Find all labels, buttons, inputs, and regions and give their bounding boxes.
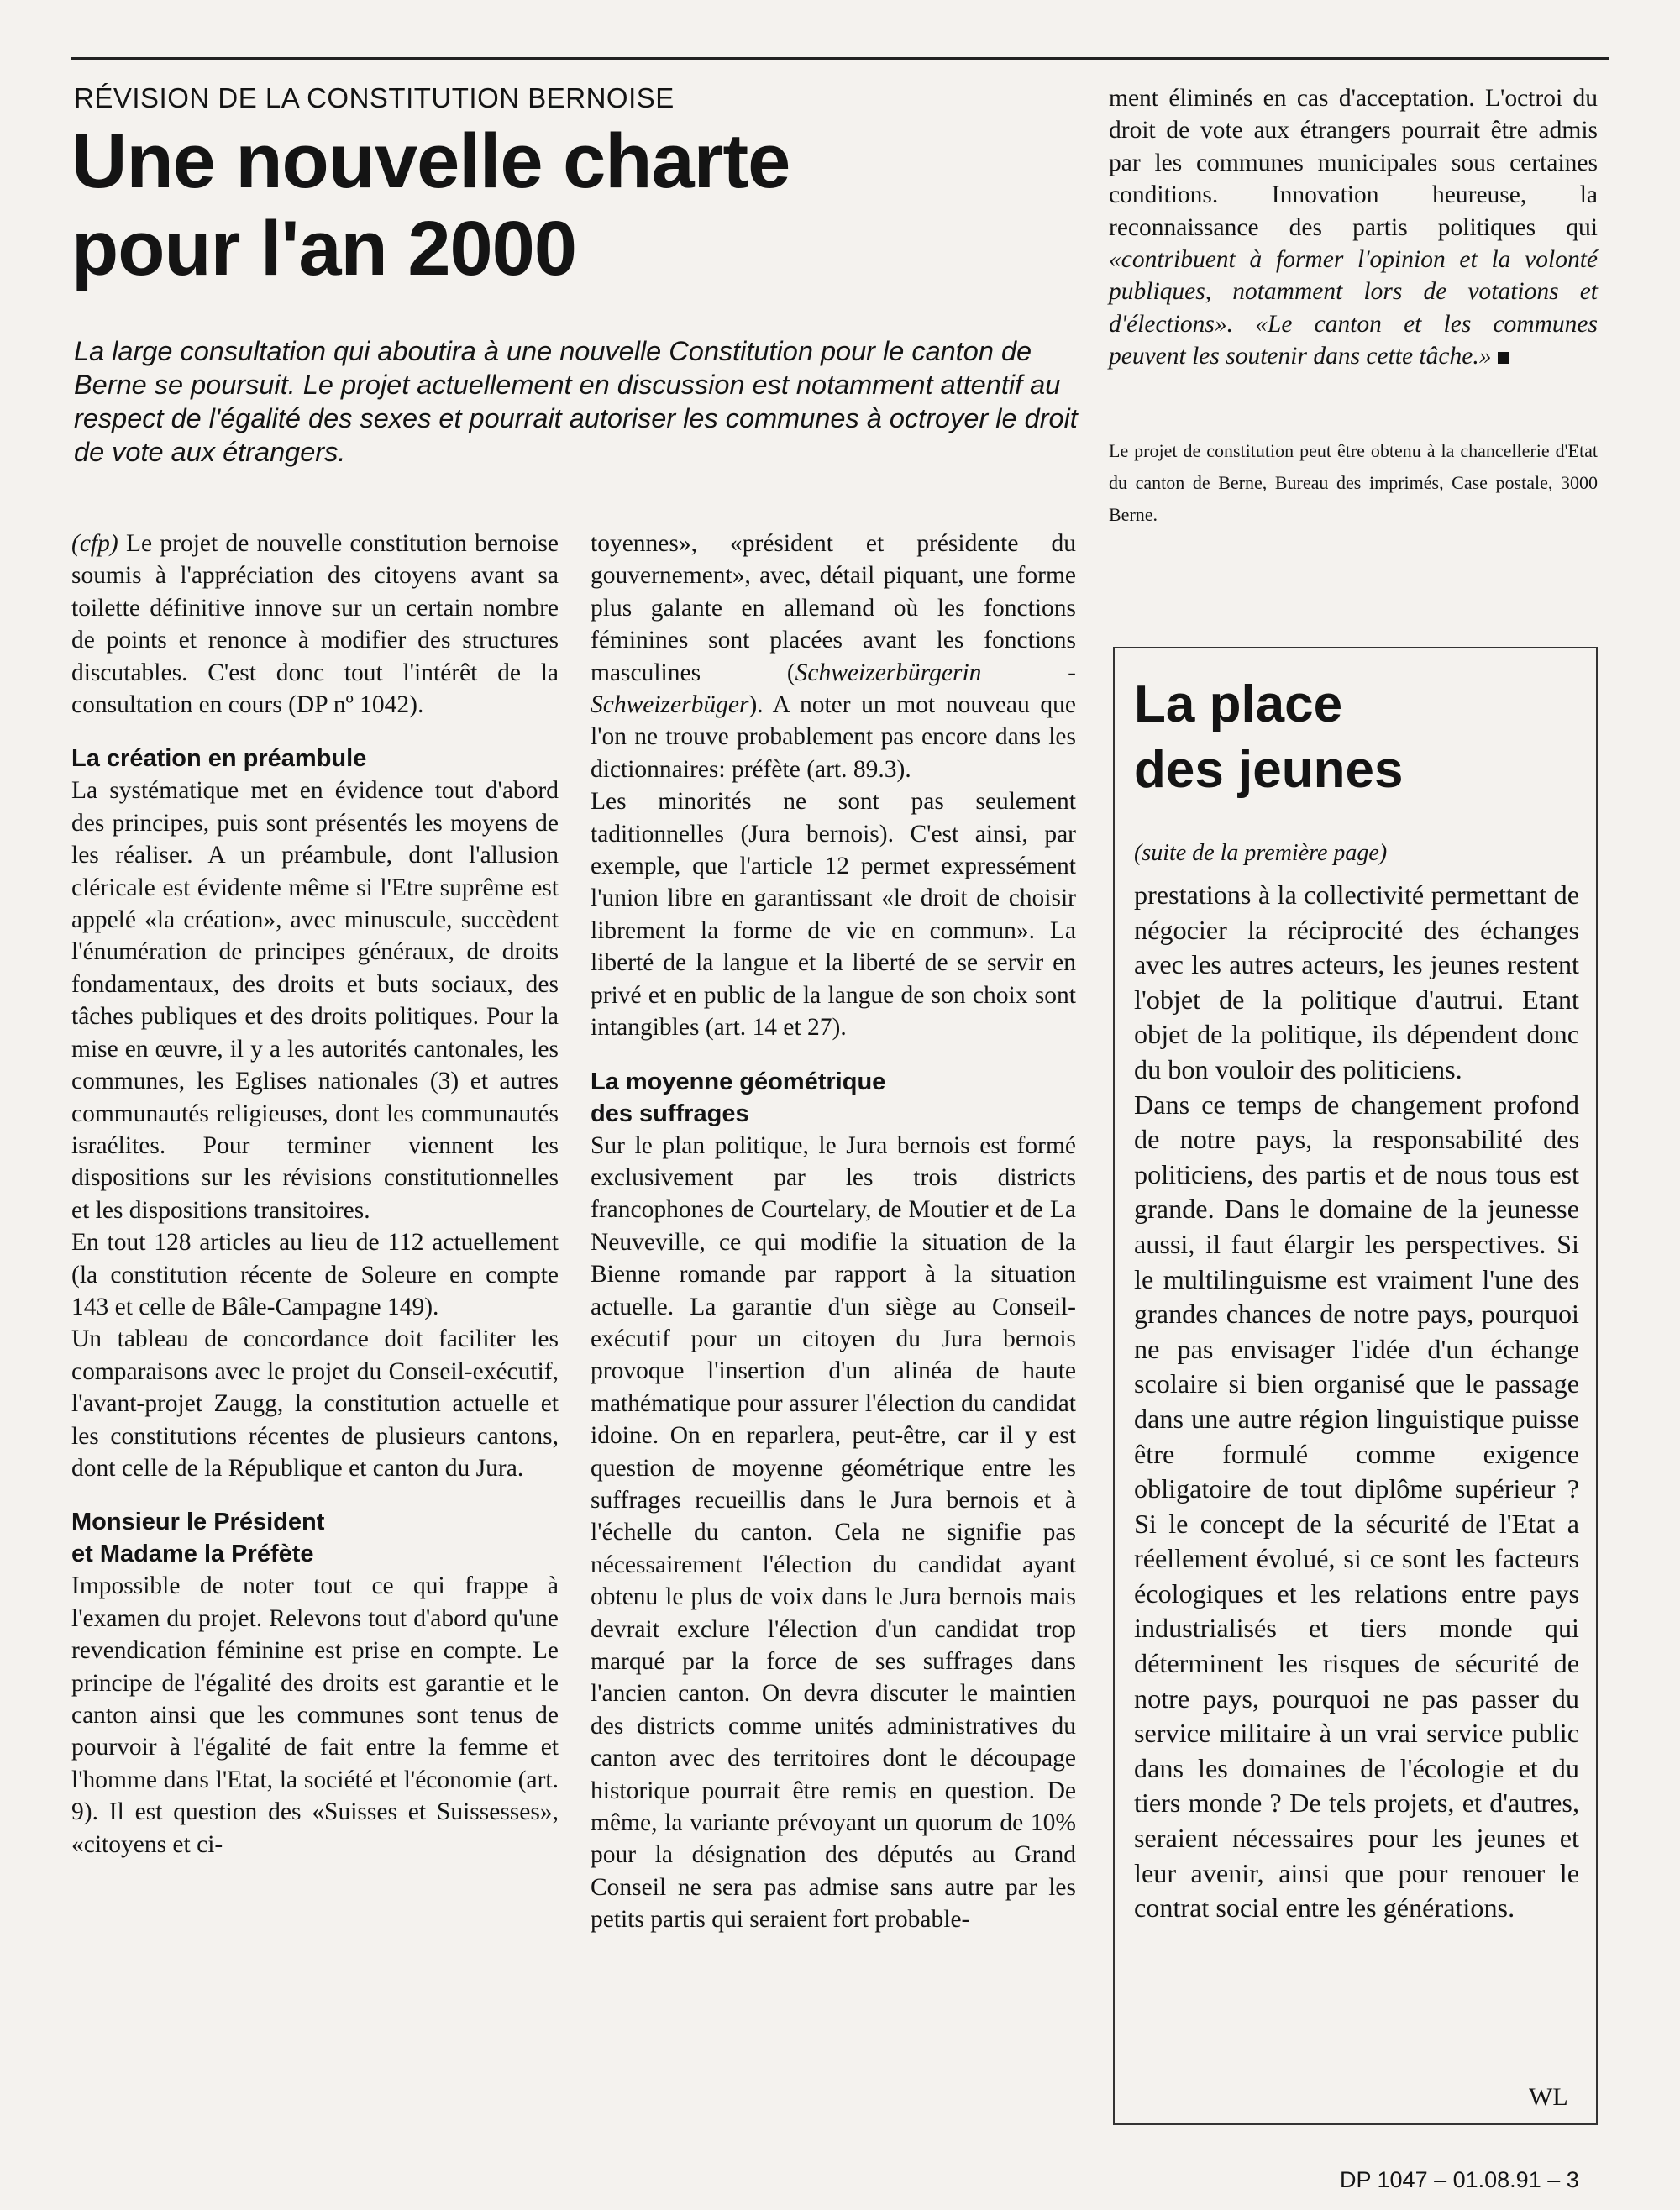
- president-text-before: toyennes», «président et présidente du gouvernement», avec, détail piquant, une forme plus galante en allemand où les fonctions féminines sont placées avant les fonctions masculines (: [591, 530, 1076, 686]
- heading-president-line-1: Monsieur le Président: [71, 1509, 325, 1536]
- president-paragraph-part-1: Impossible de noter tout ce qui frappe à l'examen du projet. Relevons tout d'abord qu'une revendication féminine est prise en compte. Le principe de l'égalité des droits est garantie et le canton ainsi que les communes sont tenus de pourvoir à l'égalité de fait entre la femme et l'homme dans l'Etat, la société et l'économie (art. 9). Il est question des «Suisses et Suissesses», «citoyens et ci-: [71, 1572, 559, 1858]
- article-column-3: [1109, 82, 1598, 373]
- article-footnote: Le projet de constitution peut être obtenu à la chancellerie d'Etat du canton de Berne, Bureau des imprimés, Case postale, 3000 Berne.: [1109, 440, 1598, 525]
- sidebar-signature: WL: [1529, 2083, 1568, 2111]
- president-text-after: ). A noter un mot nouveau que l'on ne trouve probablement pas encore dans les dictionnaires: préfète (art. 89.3).: [591, 691, 1076, 783]
- intro-prefix: (cfp): [71, 530, 118, 557]
- president-paragraph-part-2: [591, 528, 1076, 785]
- moyenne-text-before: ment éliminés en cas d'acceptation. L'octroi du droit de vote aux étrangers pourrait être admis par les communes municipales sous certaines conditions. Innovation heureuse, la reconnaissance des partis politiques qui: [1109, 85, 1598, 241]
- sidebar-title: [1134, 672, 1403, 803]
- sidebar-paragraph-1: prestations à la collectivité permettant de négocier la réciprocité des échanges avec les autres acteurs, les jeunes restent l'objet de la politique d'autrui. Etant objet de la politique, ils dépendent donc du bon vouloir des politiciens.: [1134, 879, 1579, 1084]
- creation-paragraph-3: Un tableau de concordance doit faciliter les comparaisons avec le projet du Conseil-exécutif, l'avant-projet Zaugg, la constitution actuelle et les constitutions récentes de plusieurs cantons, dont celle de la République et canton du Jura.: [71, 1325, 559, 1482]
- moyenne-paragraph-part-1: Sur le plan politique, le Jura bernois est formé exclusivement par les trois districts francophones de Courtelary, de Moutier et de La Neuveville, ce qui modifie la situation de la Bienne romande par rapport à la situation actuelle. La garantie d'un siège au Conseil-exécutif pour un citoyen du Jura bernois provoque l'insertion d'un alinéa de haute mathématique pour assurer l'élection du candidat idoine. On en reparlera, peut-être, car il y est question de moyenne géométrique entre les suffrages recueillis dans le Jura bernois et à l'échelle du canton. Cela ne signifie pas nécessairement l'élection du candidat ayant obtenu le plus de voix dans le Jura bernois mais devrait exclure l'élection d'un candidat trop marqué par la force de ses suffrages dans l'ancien canton. On devra discuter le maintien des districts comme unités administratives du canton avec des territoires dont le découpage historique pourrait être remis en question. De même, la variante prévoyant un quorum de 10% pour la désignation des députés au Grand Conseil ne sera pas admise sans autre par les petits partis qui seraient fort probable-: [591, 1131, 1076, 1934]
- sidebar-title-line-1: La place: [1134, 675, 1343, 733]
- end-of-article-mark: [1498, 352, 1509, 364]
- page-folio: DP 1047 – 01.08.91 – 3: [1340, 2167, 1579, 2192]
- intro-paragraph: [71, 528, 559, 721]
- heading-moyenne-line-2: des suffrages: [591, 1100, 749, 1127]
- article-column-2: [591, 528, 1076, 1936]
- section-heading-president: [71, 1506, 559, 1570]
- heading-moyenne-line-1: La moyenne géométrique: [591, 1068, 886, 1095]
- creation-paragraph-1: La systématique met en évidence tout d'abord des principes, puis sont présentés les moyens de les réaliser. A un préambule, dont l'allusion cléricale est évidente même si l'Etre suprême est appelé «la création», avec minuscule, succèdent l'énumération de principes généraux, de droits fondamentaux, des droits et buts sociaux, des tâches publiques et des droits politiques. Pour la mise en œuvre, il y a les autorités cantonales, les communes, les Eglises nationales (3) et autres communautés religieuses, dont les communautés israélites. Pour terminer viennent les dispositions sur les révisions constitutionnelles et les dispositions transitoires.: [71, 777, 559, 1224]
- article-kicker: RÉVISION DE LA CONSTITUTION BERNOISE: [74, 82, 675, 113]
- sidebar-body: [1134, 878, 1579, 1926]
- top-rule: [71, 57, 1609, 60]
- heading-president-line-2: et Madame la Préfète: [71, 1541, 314, 1568]
- headline-line-1: Une nouvelle charte: [71, 118, 790, 204]
- sidebar-title-line-2: des jeunes: [1134, 741, 1404, 799]
- intro-text: Le projet de nouvelle constitution bernoise soumis à l'appréciation des citoyens avant sa toilette définitive innove sur un certain nombre de points et renonce à modifier des structures discutables. C'est donc tout l'intérêt de la consultation en cours (DP nº 1042).: [71, 530, 559, 719]
- minorities-paragraph: Les minorités ne sont pas seulement taditionnelles (Jura bernois). C'est ainsi, par exemple, que l'article 12 permet expressément l'union libre en garantissant «le droit de choisir librement la forme de vie en commun». La liberté de la langue et la liberté de se servir en privé et en public de la langue de son choix sont intangibles (art. 14 et 27).: [591, 788, 1076, 1042]
- moyenne-paragraph-part-2: [1109, 82, 1598, 373]
- section-heading-moyenne: [591, 1066, 1076, 1130]
- article-headline: [71, 118, 1079, 292]
- constitution-quote: «contribuent à former l'opinion et la volonté publiques, notamment lors de votations et d'élections». «Le canton et les communes peuvent les soutenir dans cette tâche.»: [1109, 246, 1598, 370]
- headline-line-2: pour l'an 2000: [71, 206, 576, 291]
- german-terms: Schweizerbürgerin - Schweizerbüger: [591, 659, 1076, 719]
- creation-paragraph-2: En tout 128 articles au lieu de 112 actuellement (la constitution récente de Soleure en compte 143 et celle de Bâle-Campagne 149).: [71, 1229, 559, 1320]
- section-heading-creation: La création en préambule: [71, 745, 367, 773]
- sidebar-subtitle: (suite de la première page): [1134, 840, 1388, 866]
- article-lead: La large consultation qui aboutira à une nouvelle Constitution pour le canton de Berne se poursuit. Le projet actuellement en discussion est notamment attentif au respect de l'égalité des sexes et pourrait autoriser les communes à octroyer le droit de vote aux étrangers.: [74, 336, 1078, 467]
- article-column-1: [71, 528, 559, 1861]
- sidebar-paragraph-2: Dans ce temps de changement profond de notre pays, la responsabilité des politiciens, des partis et de nous tous est grande. Dans le domaine de la jeunesse aussi, il faut élargir les perspectives. Si le multilinguisme est vraiment l'une des grandes chances de notre pays, pourquoi ne pas envisager l'idée d'un échange scolaire si bien organisé que le passage dans une autre région linguistique puisse être formulé comme exigence obligatoire de tout diplôme supérieur ? Si le concept de la sécurité de l'Etat a réellement évolué, si ce sont les facteurs écologiques et les relations entre pays industrialisés et tiers monde qui déterminent les risques de sécurité de notre pays, pourquoi ne pas passer du service militaire à un vrai service public dans les domaines de l'écologie et du tiers monde ? De tels projets, et d'autres, seraient nécessaires pour les jeunes et leur avenir, ainsi que pour renouer le contrat social entre les générations.: [1134, 1089, 1579, 1924]
